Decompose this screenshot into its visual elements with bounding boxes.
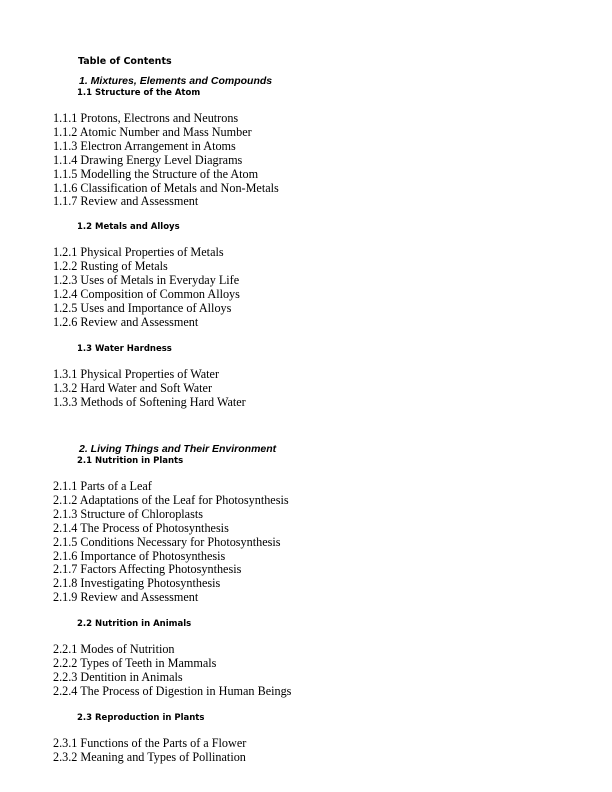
list-item: 2.1.2 Adaptations of the Leaf for Photosynthesis — [53, 492, 289, 507]
list-item: 1.2.2 Rusting of Metals — [53, 258, 168, 273]
chapter-1-title: 1. Mixtures, Elements and Compounds — [79, 75, 273, 87]
section-2-1-title: 2.1 Nutrition in Plants — [77, 456, 184, 466]
list-item: 2.1.7 Factors Affecting Photosynthesis — [53, 562, 242, 577]
list-item: 2.1.3 Structure of Chloroplasts — [53, 506, 203, 521]
section-1-2-title: 1.2 Metals and Alloys — [77, 222, 180, 232]
list-item: 2.1.5 Conditions Necessary for Photosynthesis — [53, 534, 281, 549]
section-1-2-list — [53, 246, 240, 329]
section-1-3-list — [53, 368, 246, 410]
section-2-3-list — [53, 737, 246, 765]
list-item: 2.1.6 Importance of Photosynthesis — [53, 548, 226, 563]
list-item: 1.1.6 Classification of Metals and Non-Metals — [53, 180, 279, 195]
list-item: 2.2.3 Dentition in Animals — [53, 669, 183, 684]
section-2-2-title: 2.2 Nutrition in Animals — [77, 619, 192, 629]
list-item: 1.2.6 Review and Assessment — [53, 314, 199, 329]
list-item: 1.2.4 Composition of Common Alloys — [53, 286, 240, 301]
list-item: 1.1.5 Modelling the Structure of the Atom — [53, 166, 259, 181]
section-2-3-title: 2.3 Reproduction in Plants — [77, 713, 205, 723]
list-item: 1.2.1 Physical Properties of Metals — [53, 245, 224, 259]
list-item: 2.2.1 Modes of Nutrition — [53, 642, 175, 656]
section-1-1-title: 1.1 Structure of the Atom — [77, 88, 201, 98]
list-item: 2.3.1 Functions of the Parts of a Flower — [53, 736, 247, 750]
list-item: 2.2.4 The Process of Digestion in Human Beings — [53, 683, 292, 698]
list-item: 1.1.1 Protons, Electrons and Neutrons — [53, 111, 239, 125]
toc-title: Table of Contents — [78, 56, 172, 67]
chapter-2-title: 2. Living Things and Their Environment — [79, 443, 277, 455]
list-item: 1.3.1 Physical Properties of Water — [53, 367, 219, 381]
list-item: 2.1.1 Parts of a Leaf — [53, 479, 152, 493]
list-item: 2.3.2 Meaning and Types of Pollination — [53, 749, 246, 764]
list-item: 2.1.4 The Process of Photosynthesis — [53, 520, 229, 535]
section-2-1-list — [53, 480, 289, 605]
list-item: 1.2.5 Uses and Importance of Alloys — [53, 300, 232, 315]
list-item: 1.1.7 Review and Assessment — [53, 194, 199, 209]
list-item: 1.1.3 Electron Arrangement in Atoms — [53, 138, 236, 153]
list-item: 2.2.2 Types of Teeth in Mammals — [53, 655, 217, 670]
section-2-2-list — [53, 643, 291, 699]
list-item: 1.3.3 Methods of Softening Hard Water — [53, 394, 246, 409]
list-item: 1.1.2 Atomic Number and Mass Number — [53, 124, 252, 139]
list-item: 2.1.8 Investigating Photosynthesis — [53, 576, 221, 591]
section-1-1-list — [53, 112, 279, 209]
section-1-3-title: 1.3 Water Hardness — [77, 344, 172, 354]
list-item: 1.1.4 Drawing Energy Level Diagrams — [53, 152, 243, 167]
list-item: 1.3.2 Hard Water and Soft Water — [53, 380, 213, 395]
list-item: 1.2.3 Uses of Metals in Everyday Life — [53, 272, 240, 287]
list-item: 2.1.9 Review and Assessment — [53, 590, 199, 605]
